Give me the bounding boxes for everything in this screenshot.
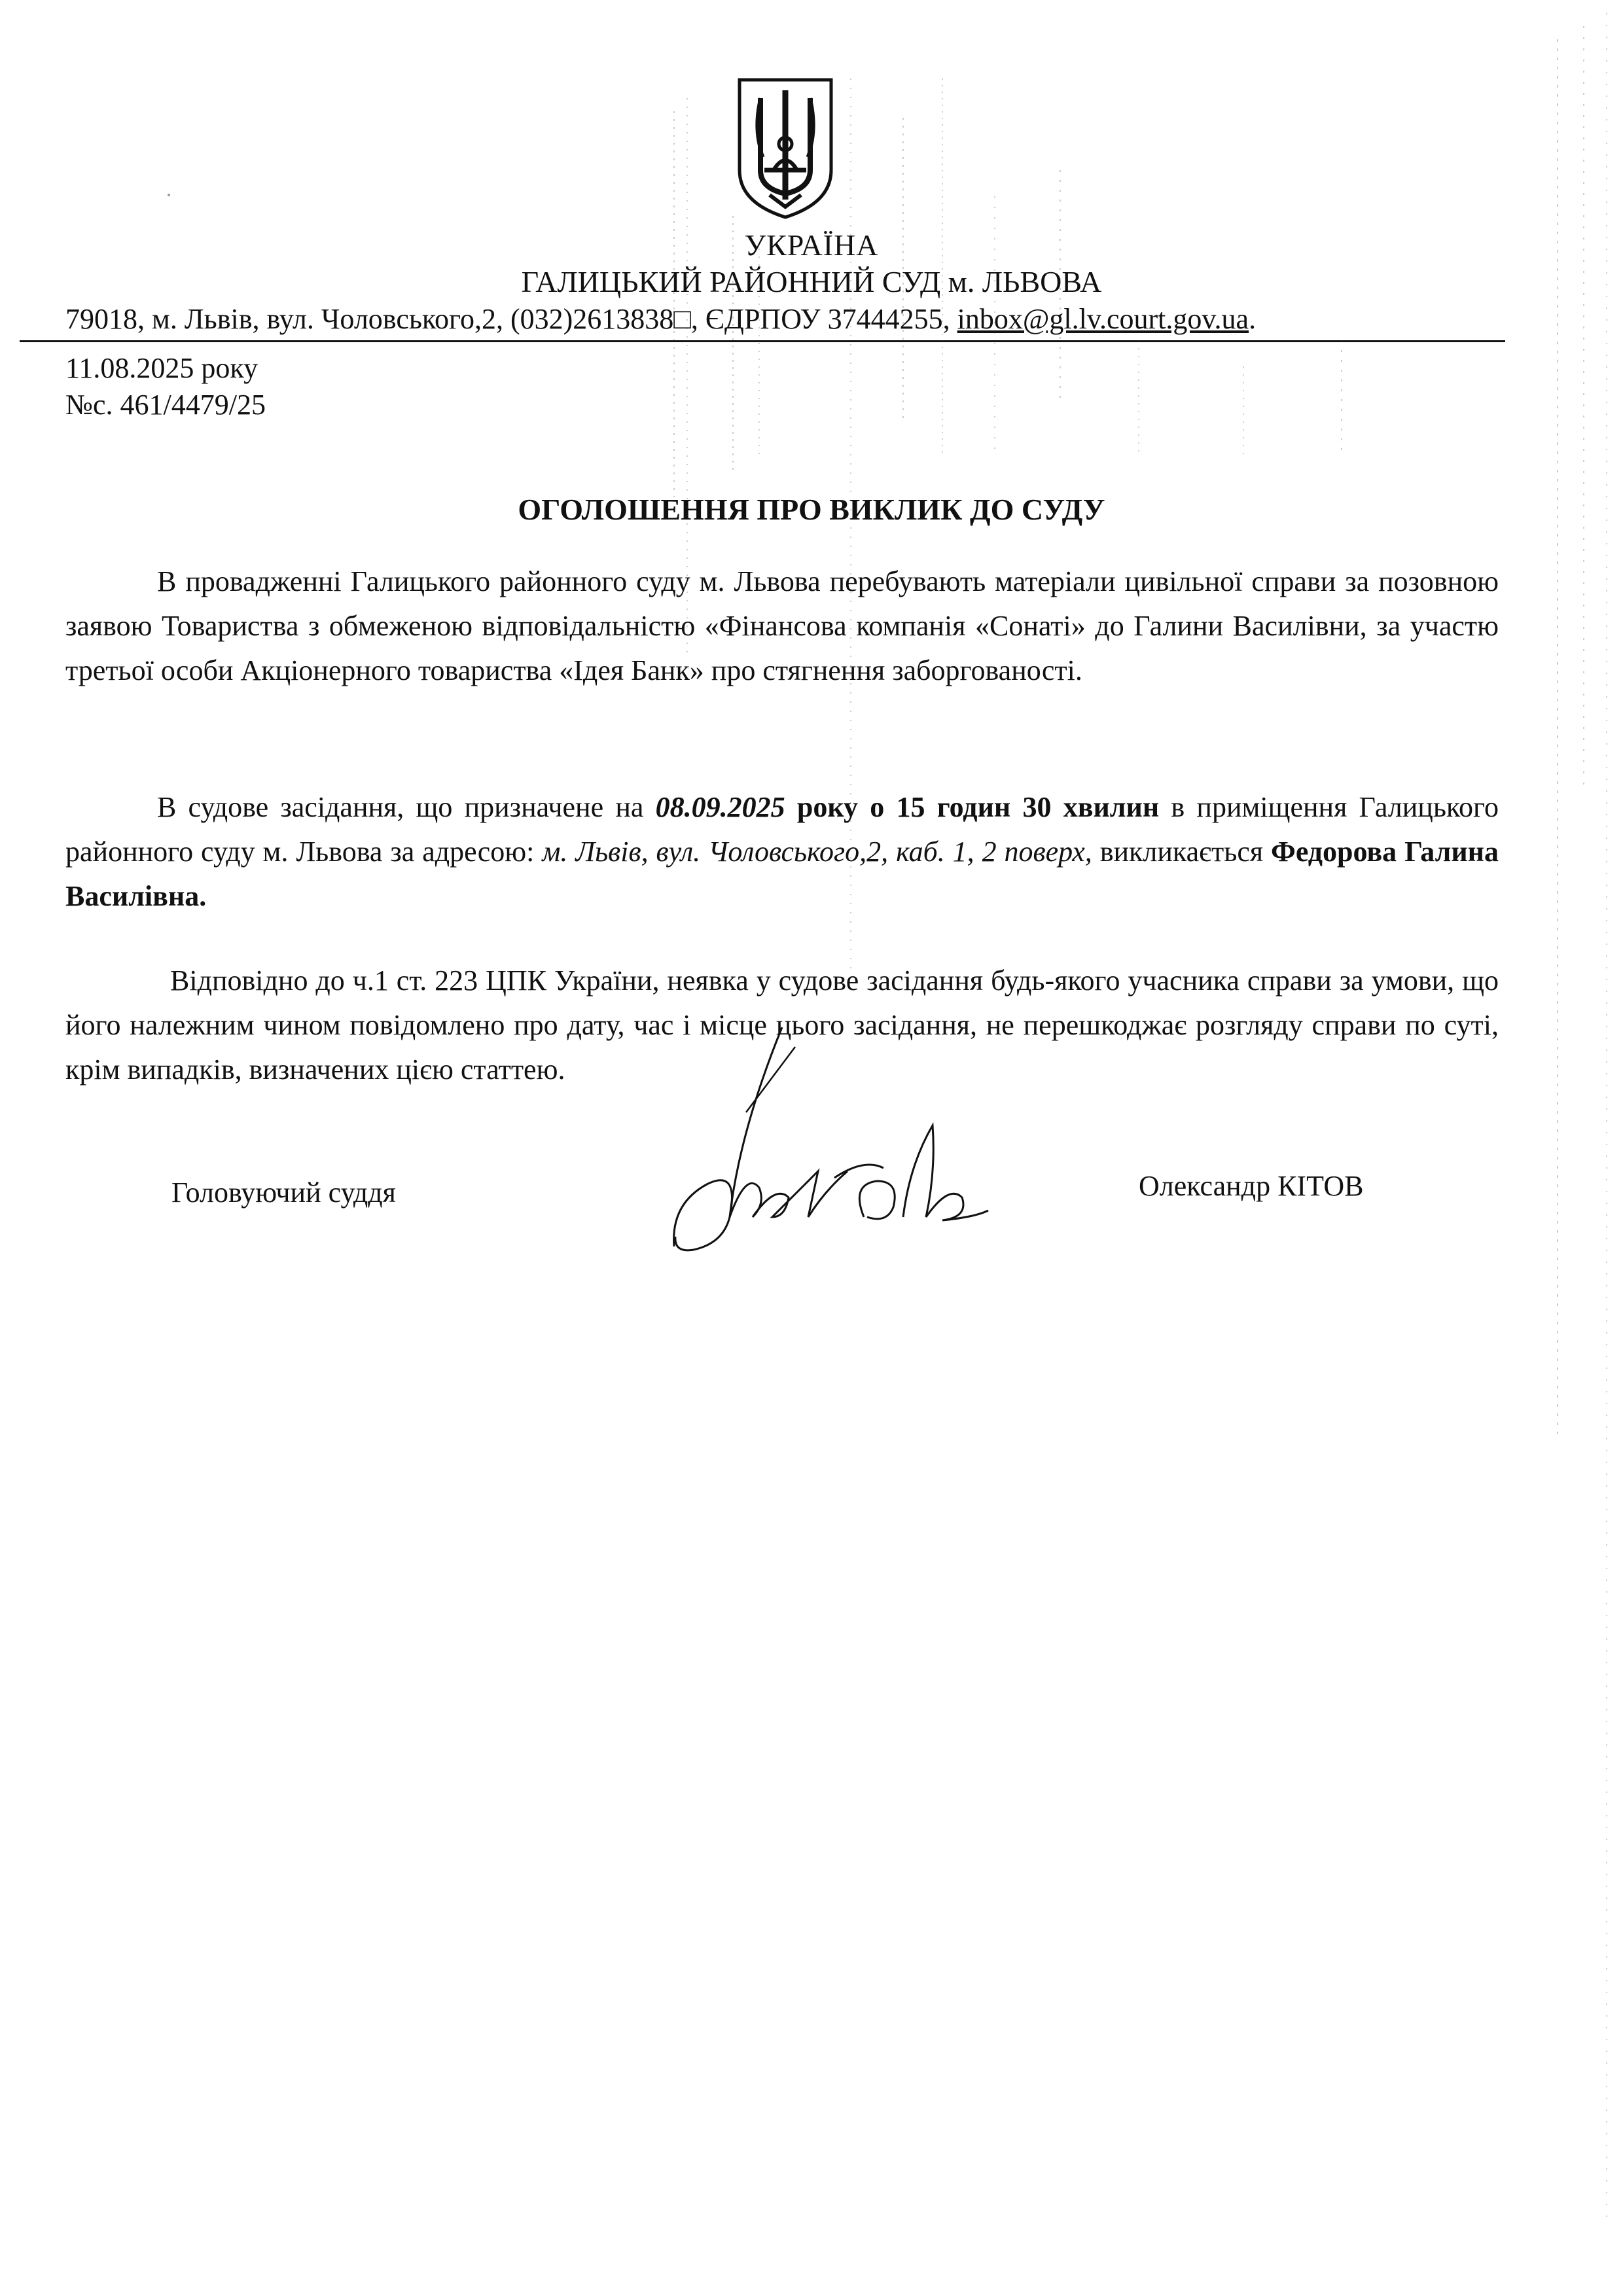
- hearing-date: 08.09.2025: [655, 791, 785, 823]
- paragraph-case-materials: В провадженні Галицького районного суду м. Львова перебувають матеріали цивільної справи за позовною заявою Товариства з обмеженою відповідальністю «Фінансова компанія «Сонаті» до Галини Василівни, за участю третьої особи Акціонерного товариства «Ідея Банк» про стягнення заборгованості.: [65, 565, 1499, 686]
- paragraph-hearing-summons: [65, 785, 1499, 919]
- court-name: ГАЛИЦЬКИЙ РАЙОННИЙ СУД м. ЛЬВОВА: [521, 265, 1102, 298]
- court-email-suffix: .: [1249, 303, 1257, 335]
- hearing-time: року о 15 годин 30 хвилин: [785, 791, 1160, 823]
- hearing-intro: В судове засідання, що призначене на: [157, 791, 656, 823]
- hearing-location-intro: в приміщення Галицького районного суду м. Львова за адресою:: [65, 791, 1499, 868]
- handwritten-signature: [668, 1021, 995, 1256]
- court-email-link[interactable]: inbox@gl.lv.court.gov.ua: [957, 303, 1249, 335]
- country-heading: УКРАЇНА: [744, 228, 879, 262]
- summoned-person: Федорова Галина Василівна.: [65, 836, 1499, 912]
- court-contact-line: [65, 302, 1564, 336]
- signatory-role: Головуючий суддя: [171, 1176, 396, 1209]
- court-address: 79018, м. Львів, вул. Чоловського,2, (032)2613838□, ЄДРПОУ 37444255,: [65, 303, 957, 335]
- signatory-name: Олександр КІТОВ: [1139, 1170, 1364, 1202]
- document-date: 11.08.2025 року: [65, 352, 259, 384]
- summons-verb: викликається: [1092, 836, 1272, 868]
- hearing-address: м. Львів, вул. Чоловського,2, каб. 1, 2 поверх,: [542, 836, 1092, 868]
- header-divider: [20, 340, 1505, 342]
- trident-emblem-icon: [726, 72, 844, 222]
- paragraph-legal-basis: Відповідно до ч.1 ст. 223 ЦПК України, неявка у судове засідання будь-якого учасника справи за умови, що його належним чином повідомлено про дату, час і місце цього засідання, не перешкоджає розгляду справи по суті, крім випадків, визначених цією статтею.: [65, 964, 1499, 1086]
- case-number: №с. 461/4479/25: [65, 389, 266, 421]
- document-title: ОГОЛОШЕННЯ ПРО ВИКЛИК ДО СУДУ: [518, 493, 1105, 526]
